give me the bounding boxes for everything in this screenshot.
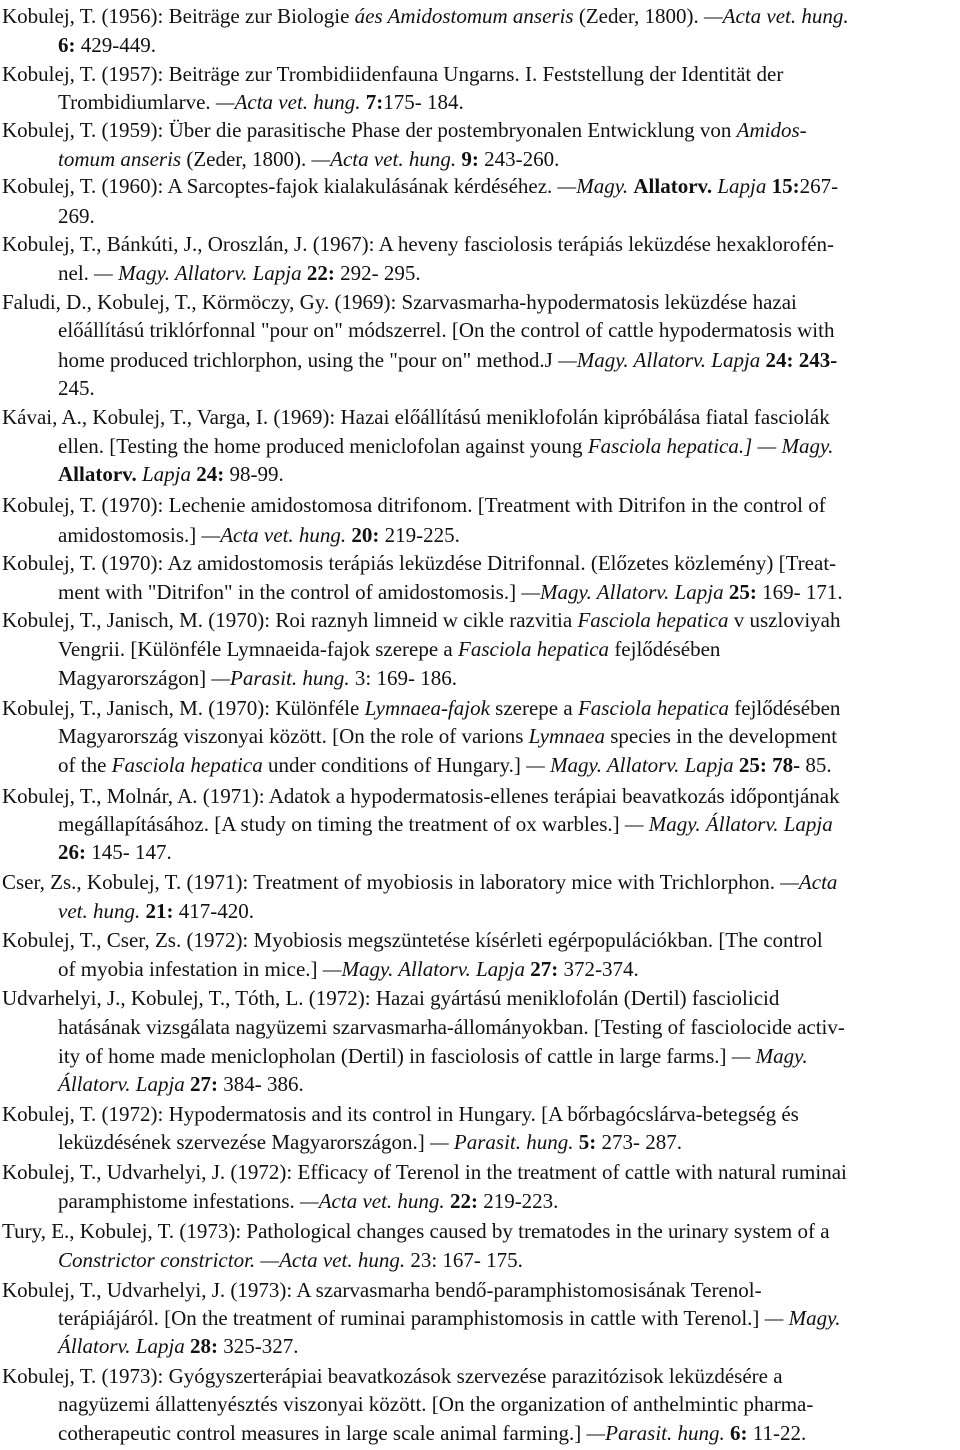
reference-text-segment: Kobulej, T. (1956): Beiträge zur Biologie — [2, 4, 355, 28]
reference-first-line — [2, 2, 849, 30]
reference-text-segment: 219-225. — [379, 523, 460, 547]
reference-text-segment: 28: — [190, 1334, 219, 1358]
reference-continuation-line — [58, 521, 460, 549]
reference-text-segment: Kobulej, T. (1973): Gyógyszerterápiai beavatkozások szervezése parazitózisok leküzdésére a — [2, 1364, 783, 1388]
reference-first-line — [2, 606, 840, 634]
reference-text-segment: Lymnaea-fajok — [364, 696, 490, 720]
reference-text-segment: ment with "Ditrifon" in the control of amidostomosis.] — [58, 580, 522, 604]
reference-text-segment: Magyarország viszonyai között. [On the role of varions — [58, 724, 529, 748]
reference-text-segment: Kobulej, T., Udvarhelyi, J. (1973): A szarvasmarha bendő-paramphistomosisának Terenol- — [2, 1278, 762, 1302]
reference-text-segment: 245. — [58, 376, 95, 400]
reference-continuation-line — [58, 751, 832, 779]
reference-first-line — [2, 549, 836, 577]
reference-text-segment: 384- 386. — [218, 1072, 304, 1096]
reference-text-segment: 27: — [530, 957, 559, 981]
reference-text-segment: of the — [58, 753, 112, 777]
reference-continuation-line — [58, 202, 95, 230]
reference-text-segment: —Magy. Allatorv. Lapja — [322, 957, 526, 981]
reference-text-segment: Fasciola hepatica.] — Magy. — [587, 434, 834, 458]
reference-text-segment: Kobulej, T., Bánkúti, J., Oroszlán, J. (1967): A heveny fasciolosis terápiás leküzdése hexaklorofén- — [2, 232, 835, 256]
reference-continuation-line — [58, 838, 172, 866]
reference-text-segment: fejlődésében — [729, 696, 841, 720]
reference-text-segment: 24: — [196, 462, 225, 486]
reference-text-segment: 21: — [145, 899, 174, 923]
reference-text-segment: Fasciola hepatica — [577, 696, 730, 720]
reference-text-segment: ity of home made meniclopholan (Dertil) in fasciolosis of cattle in large farms.] — [58, 1044, 732, 1068]
reference-text-segment: Cser, Zs., Kobulej, T. (1971): Treatment of myobiosis in laboratory mice with Trichlorphon. — [2, 870, 781, 894]
reference-text-segment: 6: — [58, 33, 76, 57]
reference-text-segment: —Parasit. hung. — [586, 1421, 725, 1445]
reference-text-segment: Faludi, D., Kobulej, T., Körmöczy, Gy. (1969): Szarvasmarha-hypodermatosis leküzdése hazai — [2, 290, 797, 314]
reference-continuation-line — [58, 955, 639, 983]
reference-first-line — [2, 1217, 830, 1245]
reference-text-segment: 85. — [800, 753, 832, 777]
reference-continuation-line — [58, 1390, 813, 1418]
reference-first-line — [2, 230, 834, 258]
reference-text-segment: 26: — [58, 840, 86, 864]
reference-text-segment: Kobulej, T. (1970): Lechenie amidostomosa ditrifonom. [Treatment with Ditrifon in the control of — [2, 493, 826, 517]
reference-text-segment: 429-449. — [75, 33, 156, 57]
reference-first-line — [2, 1100, 799, 1128]
reference-text-segment: 5: — [578, 1130, 597, 1154]
reference-text-segment: Lapja — [717, 174, 767, 198]
reference-text-segment: Fasciola hepatica — [577, 608, 729, 632]
reference-continuation-line — [58, 1070, 304, 1098]
reference-text-segment: Amidos- — [736, 118, 807, 142]
reference-first-line — [2, 868, 837, 896]
reference-continuation-line — [58, 578, 843, 606]
reference-text-segment: Vengrii. [Különféle Lymnaeida-fajok szerepe a — [58, 637, 458, 661]
reference-text-segment: 23: 167- 175. — [405, 1248, 523, 1272]
reference-text-segment: 325-327. — [218, 1334, 299, 1358]
reference-text-segment: Magyarországon] — [58, 666, 212, 690]
reference-continuation-line — [58, 374, 95, 402]
reference-continuation-line — [58, 1013, 845, 1041]
reference-text-segment: under conditions of Hungary.] — [262, 753, 527, 777]
reference-text-segment: 169- 171. — [756, 580, 843, 604]
reference-text-segment: Lymnaea — [528, 724, 605, 748]
reference-text-segment: 6: — [730, 1421, 748, 1445]
reference-text-segment: Kobulej, T., Cser, Zs. (1972): Myobiosis megszüntetése kísérleti egérpopulációkban. [The control — [2, 928, 823, 952]
reference-text-segment: áes Amidostomum anseris — [354, 4, 574, 28]
reference-continuation-line — [58, 664, 457, 692]
reference-continuation-line — [58, 1042, 808, 1070]
reference-text-segment: 15: — [771, 174, 800, 198]
reference-first-line — [2, 116, 807, 144]
reference-first-line — [2, 1158, 847, 1186]
reference-text-segment: 20: — [351, 523, 380, 547]
reference-text-segment: — Parasit. hung. — [429, 1130, 574, 1154]
reference-text-segment: 9: — [461, 147, 479, 171]
reference-text-segment: — Magy. Allatorv. Lapja — [526, 753, 734, 777]
reference-text-segment: fejlődésében — [609, 637, 721, 661]
reference-text-segment: 22: — [449, 1189, 478, 1213]
reference-text-segment: Allatorv. — [633, 174, 713, 198]
reference-text-segment: 98-99. — [224, 462, 284, 486]
reference-first-line — [2, 926, 823, 954]
reference-text-segment: terápiájáról. [On the treatment of ruminai paramphistomosis in cattle with Terenol.] — [58, 1306, 765, 1330]
reference-text-segment: — Magy. — [764, 1306, 841, 1330]
reference-text-segment: nagyüzemi állattenyésztés viszonyai között. [On the organization of anthelmintic pharma- — [58, 1392, 814, 1416]
reference-text-segment: Allatorv. — [58, 462, 137, 486]
reference-first-line — [2, 1362, 783, 1390]
reference-text-segment: vet. hung. — [58, 899, 141, 923]
reference-text-segment: 25: 78- — [738, 753, 801, 777]
reference-text-segment: —Acta — [780, 870, 838, 894]
reference-continuation-line — [58, 432, 833, 460]
reference-continuation-line — [58, 88, 464, 116]
reference-text-segment: —Magy. — [557, 174, 634, 198]
reference-text-segment: Kávai, A., Kobulej, T., Varga, I. (1969): Hazai előállítású meniklofolán kipróbálása fiatal fasciolák — [2, 405, 830, 429]
reference-text-segment: 24: 243- — [765, 348, 838, 372]
reference-text-segment: 145- 147. — [86, 840, 172, 864]
reference-text-segment: 25: — [728, 580, 757, 604]
reference-text-segment: Lapja — [142, 462, 192, 486]
reference-text-segment: Kobulej, T. (1972): Hypodermatosis and its control in Hungary. [A bőrbagócslárva-betegség és — [2, 1102, 799, 1126]
reference-text-segment: (Zeder, 1800). — [181, 147, 312, 171]
reference-text-segment: 273- 287. — [596, 1130, 682, 1154]
reference-text-segment: 219-223. — [477, 1189, 559, 1213]
reference-text-segment: 243-260. — [478, 147, 560, 171]
reference-text-segment: megállapításához. [A study on timing the treatment of ox warbles.] — [58, 812, 625, 836]
reference-text-segment: 22: — [306, 261, 335, 285]
reference-text-segment: 175- 184. — [383, 90, 464, 114]
reference-text-segment: leküzdésének szervezése Magyarországon.] — [58, 1130, 430, 1154]
reference-first-line — [2, 694, 840, 722]
reference-text-segment: Trombidiumlarve. — [58, 90, 216, 114]
reference-text-segment: 7: — [365, 90, 384, 114]
reference-first-line — [2, 172, 838, 200]
reference-text-segment: of myobia infestation in mice.] — [58, 957, 323, 981]
reference-continuation-line — [58, 810, 833, 838]
reference-text-segment: Kobulej, T., Janisch, M. (1970): Roi raznyh limneid w cikle razvitia — [2, 608, 578, 632]
reference-text-segment: —Acta vet. hung. — [300, 1189, 445, 1213]
reference-continuation-line — [58, 635, 720, 663]
reference-text-segment: cotherapeutic control measures in large scale animal farming.] — [58, 1421, 587, 1445]
reference-text-segment: (Zeder, 1800). — [573, 4, 704, 28]
reference-continuation-line — [58, 1246, 523, 1274]
reference-text-segment: —Acta vet. hung. — [311, 147, 457, 171]
reference-text-segment: Kobulej, T., Molnár, A. (1971): Adatok a hypodermatosis-ellenes terápiai beavatkozás időpontjának — [2, 784, 840, 808]
reference-text-segment: —Magy. Allatorv. Lapja — [558, 348, 761, 372]
reference-first-line — [2, 984, 779, 1012]
reference-first-line — [2, 1276, 762, 1304]
reference-text-segment: home produced trichlorphon, using the "pour on" method.J — [58, 348, 559, 372]
reference-text-segment: —Magy. Allatorv. Lapja — [521, 580, 724, 604]
reference-text-segment: Tury, E., Kobulej, T. (1973): Pathological changes caused by trematodes in the urinary system of a — [2, 1219, 830, 1243]
reference-text-segment: Kobulej, T. (1959): Über die parasitische Phase der postembryonalen Entwicklung von — [2, 118, 737, 142]
reference-text-segment: 11-22. — [747, 1421, 807, 1445]
reference-text-segment: ellen. [Testing the home produced meniclofolan against young — [58, 434, 588, 458]
reference-text-segment: tomum anseris — [58, 147, 182, 171]
reference-first-line — [2, 491, 826, 519]
reference-text-segment: 292- 295. — [334, 261, 421, 285]
reference-text-segment: 27: — [190, 1072, 219, 1096]
reference-text-segment: Kobulej, T. (1970): Az amidostomosis terápiás leküzdése Ditrifonnal. (Előzetes közlemény) [Treat- — [2, 551, 837, 575]
reference-first-line — [2, 782, 840, 810]
reference-text-segment: Fasciola hepatica — [111, 753, 263, 777]
reference-continuation-line — [58, 316, 834, 344]
reference-text-segment: amidostomosis.] — [58, 523, 202, 547]
reference-first-line — [2, 288, 797, 316]
reference-text-segment: Udvarhelyi, J., Kobulej, T., Tóth, L. (1972): Hazai gyártású meniklofolán (Dertil) fasciolicid — [2, 986, 780, 1010]
reference-text-segment: 372-374. — [558, 957, 639, 981]
reference-text-segment: 269. — [58, 204, 95, 228]
reference-first-line — [2, 403, 830, 431]
reference-text-segment: előállítású triklórfonnal "pour on" módszerrel. [On the control of cattle hypodermatosis with — [58, 318, 835, 342]
reference-continuation-line — [58, 897, 254, 925]
reference-text-segment: 267- — [799, 174, 839, 198]
reference-text-segment: Kobulej, T., Udvarhelyi, J. (1972): Efficacy of Terenol in the treatment of cattle with natural ruminai — [2, 1160, 847, 1184]
reference-continuation-line — [58, 31, 156, 59]
reference-continuation-line — [58, 1187, 558, 1215]
reference-text-segment: —Acta vet. hung. — [703, 4, 849, 28]
reference-text-segment: Állatorv. Lapja — [58, 1072, 185, 1096]
reference-text-segment: hatásának vizsgálata nagyüzemi szarvasmarha-állományokban. [Testing of fasciolocide activ- — [58, 1015, 845, 1039]
reference-continuation-line — [58, 145, 559, 173]
reference-text-segment: — Magy. — [731, 1044, 808, 1068]
reference-continuation-line — [58, 1419, 806, 1447]
reference-continuation-line — [58, 1304, 841, 1332]
reference-text-segment: szerepe a — [489, 696, 578, 720]
reference-text-segment: — Magy. Allatorv. Lapja — [94, 261, 302, 285]
reference-continuation-line — [58, 259, 421, 287]
reference-text-segment: Kobulej, T., Janisch, M. (1970): Különféle — [2, 696, 365, 720]
reference-continuation-line — [58, 722, 837, 750]
reference-text-segment: Állatorv. Lapja — [58, 1334, 185, 1358]
reference-continuation-line — [58, 1332, 299, 1360]
reference-text-segment: Constrictor constrictor. —Acta vet. hung. — [58, 1248, 406, 1272]
reference-text-segment: — Magy. Állatorv. Lapja — [624, 812, 833, 836]
reference-text-segment: paramphistome infestations. — [58, 1189, 301, 1213]
reference-text-segment: nel. — [58, 261, 95, 285]
reference-text-segment: 3: 169- 186. — [349, 666, 457, 690]
reference-text-segment: Kobulej, T. (1960): A Sarcoptes-fajok kialakulásának kérdéséhez. — [2, 174, 558, 198]
reference-text-segment: Kobulej, T. (1957): Beiträge zur Trombidiidenfauna Ungarns. I. Feststellung der Identität der — [2, 62, 784, 86]
reference-text-segment: —Acta vet. hung. — [215, 90, 361, 114]
reference-text-segment: species in the development — [605, 724, 838, 748]
reference-text-segment: 417-420. — [173, 899, 254, 923]
reference-text-segment: Fasciola hepatica — [458, 637, 610, 661]
reference-first-line — [2, 60, 783, 88]
reference-continuation-line — [58, 346, 837, 374]
reference-text-segment: —Parasit. hung. — [211, 666, 350, 690]
reference-continuation-line — [58, 460, 284, 488]
reference-continuation-line — [58, 1128, 682, 1156]
reference-text-segment: —Acta vet. hung. — [201, 523, 347, 547]
reference-text-segment: v uszloviyah — [728, 608, 841, 632]
